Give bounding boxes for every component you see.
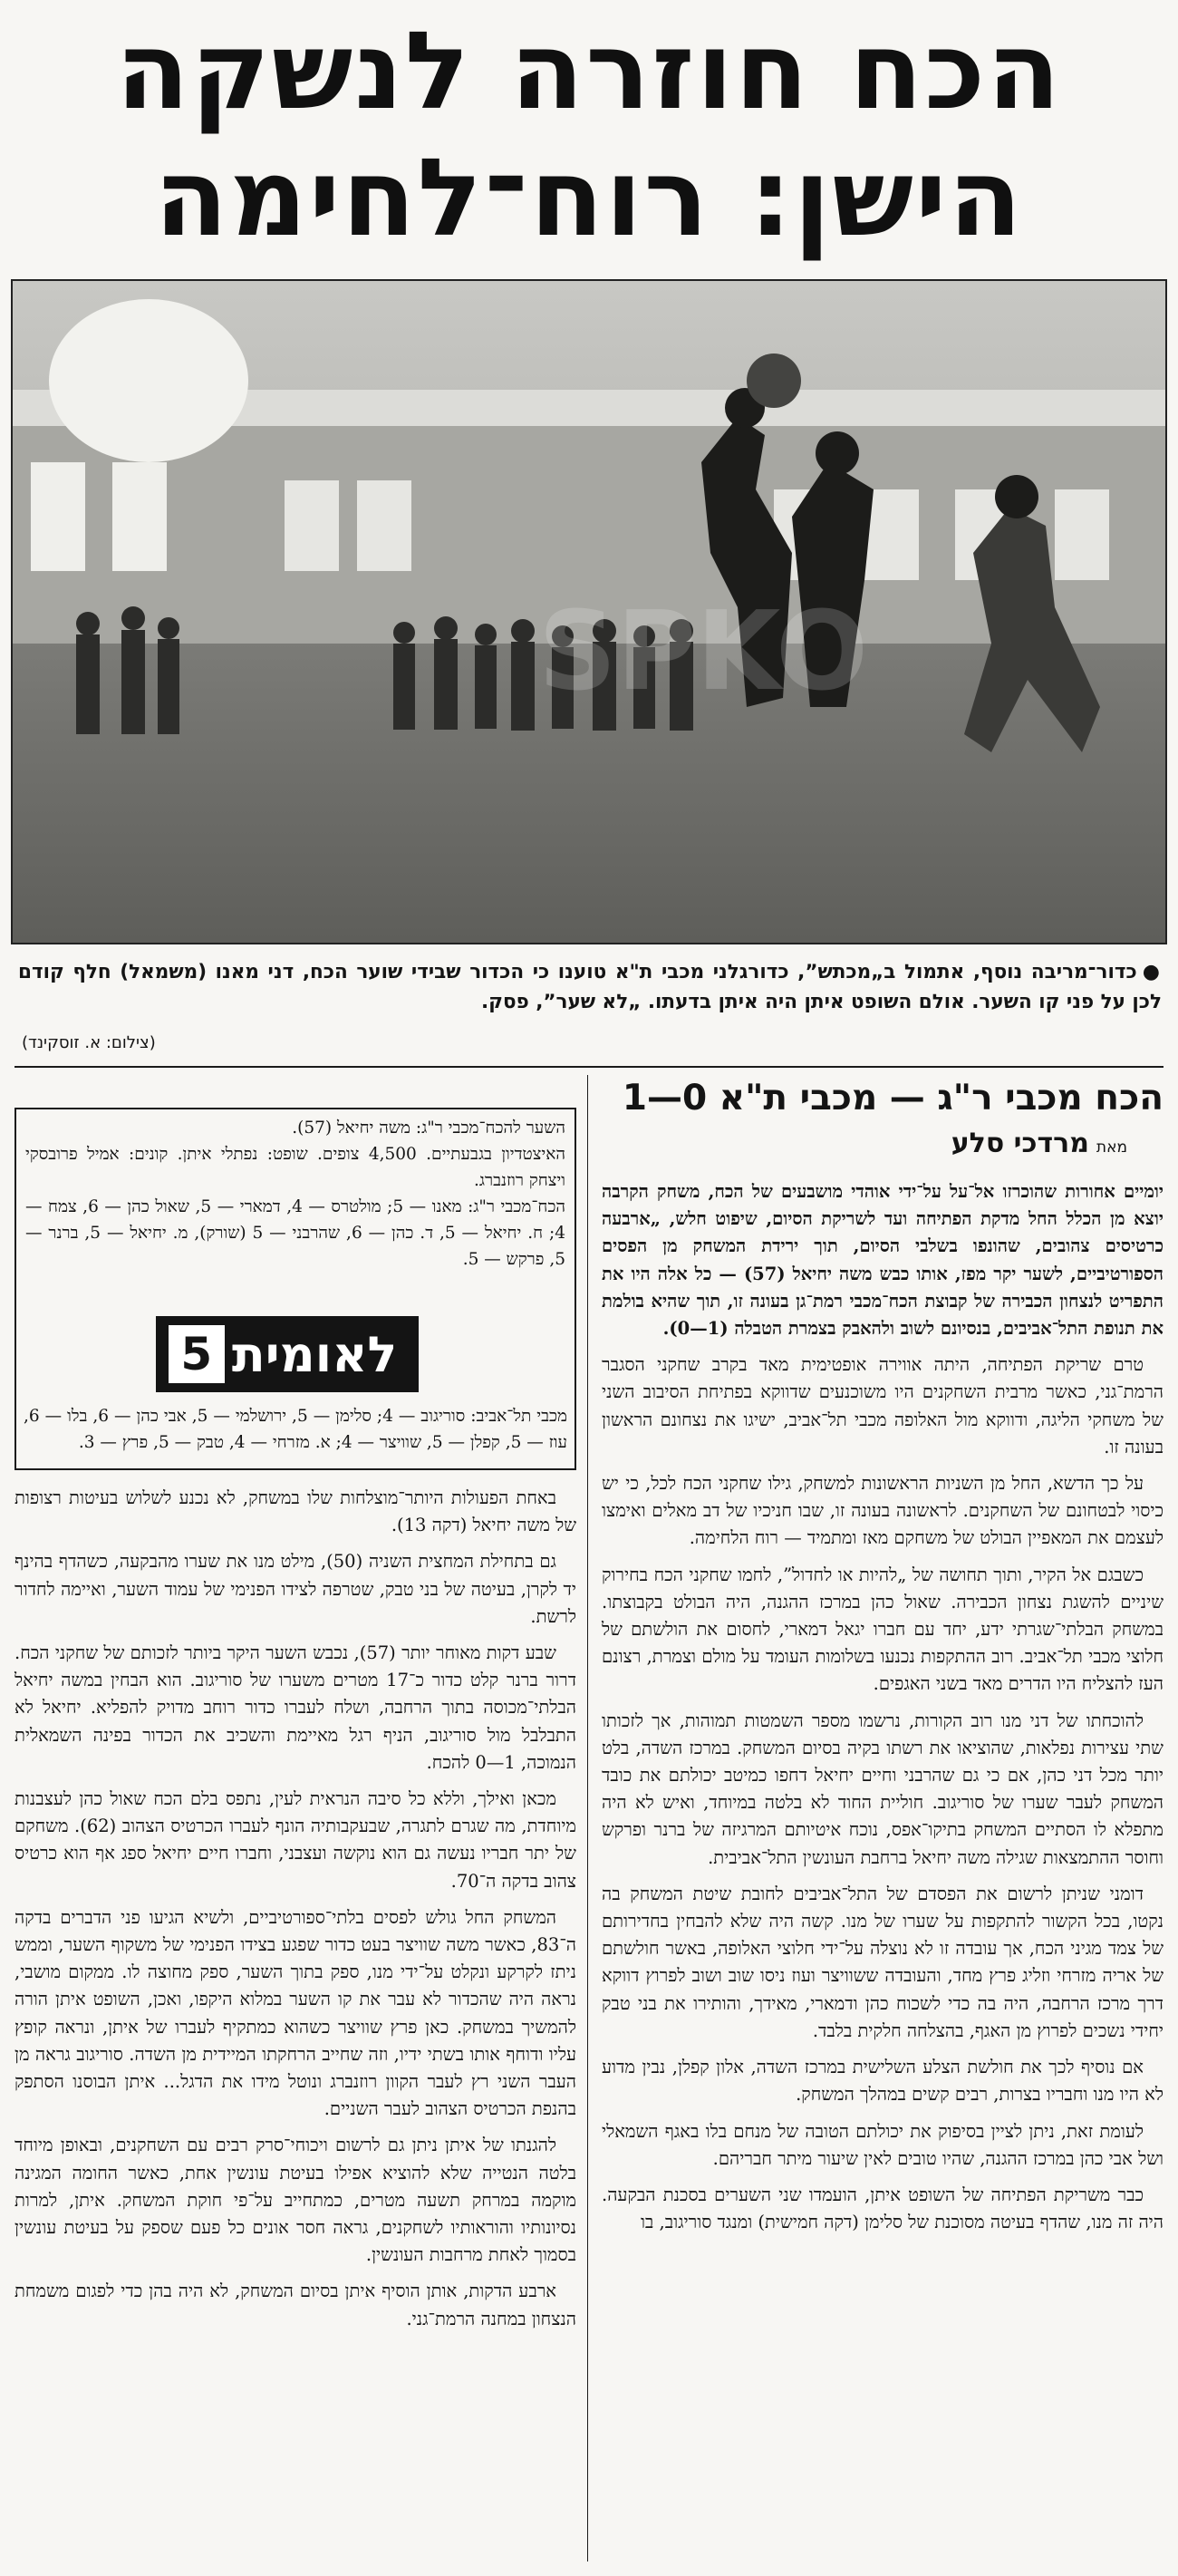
league-logo-number: 5 bbox=[169, 1325, 225, 1383]
story-headline: הכח מכבי ר"ג — מכבי ת"א 0—1 bbox=[622, 1078, 1164, 1119]
byline bbox=[602, 1128, 1127, 1159]
article-paragraph: באחת הפעולות היותר־מוצלחות שלו במשחק, לא נכנע לשלוש בעיטות רצופות של משה יחיאל (דקה 13). bbox=[14, 1487, 576, 1536]
left-article-column bbox=[14, 1485, 576, 2342]
article-paragraph: להוכחתו של דני מנו רוב הקורות, נרשמו מספר השמטות תמוהות, אך לזכותו שתי עצירות נפלאות, שהוציאו את רשתו בקיה בסיום המשחק. במרכז השדה, בלט יותר מכל דני כהן, אם כי גם שהרבני וחיים יחיאל דחפו כמיטב יכולתם את כובד המשחק לעבר שערו של סוריגוב. חוליית החוד לא בלטה במיוחד, ואיש לא היה מתפלא לו הסתיים המשחק בתיקו־אפס, נוכח איטיותם המרגיזה של ברנר ופרקש וחוסר ההתמצאות שגילה משה יחיאל ברחבת העונשין התל־אביבית. bbox=[602, 1709, 1164, 1868]
article-paragraph: המשחק החל גולש לפסים בלתי־ספורטיביים, ולשיא הגיעו פני הדברים בדקה ה־83, כאשר משה שוויצר בעט כדור שפגע בצידו הפנימי של משקוף השער, וממש ניתז לקרקע ונקלט על־ידי מנו, ספק בתוך השער, ספק מחוצה לו. ממקום מושבי, נראה היה שהכדור לא עבר את קו השער במלוא היקפו, ואכן, השופט איתן הורה להמשיך במשחק. כאן פרץ שוויצר כשהוא כמתקיף לעברו של איתן, ונראה קופץ עליו ודוחף אותו בשתי ידיו, וזה שחייב הרחקתו המיידית מן השדה. סוריגוב גראה מן העבר השני רץ לעבר הקוון רוזנברג ונוטל מידו את הדגל... איתן הבוסנו הסתפק בהנפת הכרטיס הצהוב לעבר השניים. bbox=[14, 1906, 577, 2120]
article-paragraph: אם נוסיף לכך את חולשת הצלע השלישית במרכז השדה, אלון קפלן, נבין מדוע לא היו מנו וחבריו בצרות, רבים קשים במהלך המשחק. bbox=[602, 2057, 1164, 2106]
article-paragraph: יומיים אחורות שהוכרזו אל־על על־ידי אוהדי מושבעים של הכח, משחק הקרבה יוצא מן הכלל החל מדקת הפתיחה ועד לשריקת הסיום, שיפוט חלש, „ארבעה כרטיסים צהובים, שהונפו בשלבי הסיום, תוך ירידת המשחק מן הפסים הספורטיביים, לשער יקר מפז, אותו כבש משה יחיאל (57) — כל אלה היו את התפריט לנצחון הכבירה של קבוצת הכח־מכבי רמת־גן בעונה זו, תוך שהיא בולמת את תנופת התל־אביבים, בנסיונם לשוב ולהאבק בצמרת הטבלה (1—0). bbox=[602, 1181, 1164, 1340]
headline-line-2: הישן: רוח־לחימה bbox=[154, 135, 1024, 260]
column-divider bbox=[587, 1075, 588, 2561]
article-paragraph: להגנתו של איתן ניתן גם לרשום ויכוחי־סרק רבים עם השחקנים, ובאופן מיוחד בלטה הנטייה שלא להוציא אפילו בעיטת עונשין אחת, כאשר החומה המגינה מוקמה במרחק תשעה מטרים, כמתחייב על־פי חוקת המשחק. איתן, למרות נסיונותיו והוראותיו לשחקנים, גראה חסר אונים כל פעם שספק על בעיטת עונשין בסמוך לאחת מרחבות העונשין. bbox=[14, 2135, 576, 2266]
league-logo bbox=[156, 1316, 419, 1392]
match-photo bbox=[11, 279, 1167, 944]
article-paragraph: טרם שריקת הפתיחה, היתה אווירה אופטימית מאד בקרב שחקני הסגבר הרמת־גני, כאשר מרבית השחקנים היו משוכנעים שדווקא בפתיחת הסיבוב השני של משחקי הליגה, ודווקא מול האלופה מכבי תל־אביב, ישיגו את נצחונם הראשון בעונה זו. bbox=[602, 1354, 1164, 1457]
article-paragraph: ארבע הדקות, אותן הוסיף איתן בסיום המשחק, לא היה בהן כדי לפגום משמחת הנצחון במחנה הרמת־גני. bbox=[14, 2281, 576, 2329]
article-paragraph: כבר משריקת הפתיחה של השופט איתן, הועמדו שני השערים בסכנת הבקעה. היה זה מנו, שהדף בעיטה מסוכנת של סלימן (דקה חמישית) ומנגד סוריגוב, בו bbox=[602, 2184, 1164, 2233]
byline-name: מרדכי סלע bbox=[951, 1128, 1089, 1159]
photo-credit: (צילום: א. זוסקינד) bbox=[22, 1033, 156, 1052]
lineup-line: מכבי תל־אביב: סוריגוב — 4; סלימן — 5, ירושלמי — 5, אבי כהן — 6, בלו — 6, עוז — 5, קפלן — 5, שוויצר — 4; א. מזרחי — 4, טבק — 5, פרץ — 3. bbox=[24, 1407, 568, 1452]
article-paragraph: על כך הדשא, החל מן השניות הראשונות למשחק, גילו שחקני הכח לכל, כי יש כיסוי לבטחונם של השחקנים. לראשונה בעונה זו, שבו חניכיו של דב מאלים ואימצו לעצמם את המאפיין הבולט של משחקם מאז ומתמיד — רוח הלחימה. bbox=[602, 1473, 1164, 1549]
article-paragraph: מכאן ואילך, וללא כל סיבה הנראית לעין, נתפס בלם הכח שאול כהן לעצבנות מיוחדת, מה שגרם לתגרה, שבעקבותיה הונף לעברו הכרטיס הצהוב (62). משחקם של יתר חבריו נעשה גם הוא נוקשה ועצבני, וחברו חיים יחיאל ספג אף הוא כרטיס צהוב בדקה ה־70. bbox=[14, 1788, 576, 1892]
caption-text: כדור־מריבה נוסף, אתמול ב„מכתש”, כדורגלני מכבי ת"א טוענו כי הכדור שבידי שוער הכח, דני מאנו (משמאל) חלף קודם לכן על פני קו השער. אולם השופט איתן היה איתן בדעתו. „לא שער”, פסק. bbox=[18, 961, 1162, 1013]
article-paragraph: דומני שניתן לרשום את הפסדם של התל־אביבים לחובת שיטת המשחק בה נקטו, בכל הקשור להתקפות על שערו של מנו. קשה היה שלא להבחין בחדירותם של צמד מגיני הכח, אך עובדה זו לא נוצלה על־ידי חלוצי האלופה, באשר חולשתם של אריה מזרחי וזליג פרץ מחד, והעובדה ששוויצר ועוז ניסו שוב ושוב לפרוץ דווקא דרך מרכז הרחבה, היה בה כדי לשכוח כהן ודמארי, מאידך, והותירו את בני טבק יחידי נשכים לפרוץ מן האגף, בהצלחה חלקית בלבד. bbox=[602, 1883, 1164, 2041]
article-paragraph: לעומת זאת, ניתן לציין בסיפוק את יכולתם הטובה של מנחם בלו באגף השמאלי ושל אבי כהן במרכז ההגנה, שהיו טובים לאין שיעור מיתר חבריהם. bbox=[602, 2120, 1164, 2169]
lineup-line: האיצטדיון בגבעתיים. 4,500 צופים. שופט: נפתלי איתן. קונים: אמיל פרובסקי ויצחק רוזנברג. bbox=[25, 1145, 565, 1190]
photo-watermark: SPKO bbox=[538, 589, 868, 715]
right-article-column bbox=[602, 1178, 1164, 2245]
headline-line-1: הכח חוזרה לנשקה bbox=[115, 8, 1063, 133]
page-headline bbox=[36, 7, 1142, 261]
article-paragraph: שבע דקות מאוחר יותר (57), נכבש השער היקר ביותר לזכותם של שחקני הכח. דרור ברנר קלט כדור כ־17 מטרים משערו של סוריגוב. הוא הבחין במשה יחיאל הבלתי־מכוסה בתוך הרחבה, ושלח לעברו כדור רוחב מדויק להפליא. יחיאל לא התבלבל מול סוריגוב, הניף רגל מאיימת והשכיב את הכדור בפינה השמאלית הנמוכה, 1—0 להכח. bbox=[14, 1642, 576, 1773]
lineup-box-bottom bbox=[24, 1403, 567, 1456]
caption-rule bbox=[14, 1066, 1164, 1068]
article-paragraph: גם בתחילת המחצית השניה (50), מילט מנו את שערו מהבקעה, כשהדף בהינף יד לקרן, בעיטה של בני טבק, שטרפה לצידו הפנימי של עמוד השער, ואיימה לחדור לרשת. bbox=[14, 1551, 576, 1627]
league-logo-word: לאומית bbox=[231, 1325, 398, 1383]
article-paragraph: כשבגם אל הקיר, ותוך תחושה של „להיות או לחדול”, לחמו שחקני הכח בחירוק שיניים להשגת נצחון הכבירה. שאול כהן במרכז ההגנה, היה הבולט בקבוצתו. במשחק הבלתי־שגרתי ידע, יחד עם חברו יגאל דמארי, לחסום את הולשתם של חלוצי מכבי תל־אביב. רוב ההתקפות נכנעו בשלומות העומד על מולם וצמרת, רצונם העז להצליח היו הדרים מאד בשני האגפים. bbox=[602, 1564, 1164, 1695]
photo-caption bbox=[18, 957, 1162, 1017]
lineup-line: הכח־מכבי ר"ג: מאנו — 5; מולטרס — 4, דמארי — 5, שאול כהן — 6, צמח — 4; ח. יחיאל — 5, ד. כהן — 6, שהרבני — 5 (שורק), מ. יחיאל — 5, ברנר — 5, פרקש — 5. bbox=[25, 1197, 566, 1269]
byline-prefix: מאת bbox=[1096, 1138, 1127, 1157]
caption-bullet: ● bbox=[1142, 961, 1162, 983]
lineup-line: השער להכח־מכבי ר"ג: משה יחיאל (57). bbox=[292, 1119, 565, 1138]
